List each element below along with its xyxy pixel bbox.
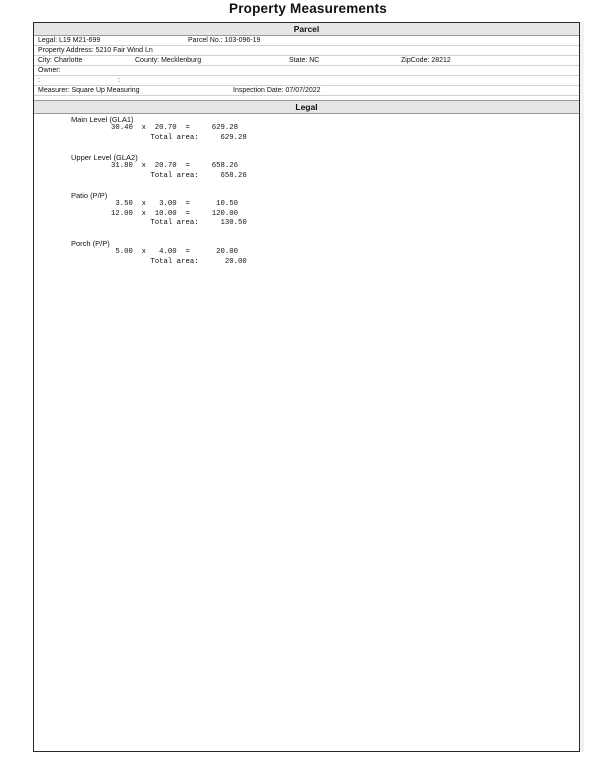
- total-area-line: Total area: 658.26: [111, 171, 247, 180]
- total-area-line: Total area: 130.50: [111, 219, 247, 227]
- measurement-line: 5.00 x 4.00 = 20.00: [111, 248, 238, 256]
- parcel-row-inspection: [34, 86, 579, 96]
- parcel-row-location: [34, 56, 579, 66]
- measurement-line: 30.40 x 20.70 = 629.28: [111, 124, 238, 132]
- area-section-patio: [71, 191, 247, 229]
- legal-field: Legal: L19 M21-699: [38, 37, 101, 44]
- section-title: Porch (P/P): [71, 239, 110, 248]
- city-field: City: Charlotte: [38, 57, 83, 64]
- page-title: Property Measurements: [228, 1, 387, 16]
- measurement-line: 31.80 x 20.70 = 658.26: [111, 162, 238, 170]
- parcel-row-address: [34, 46, 579, 56]
- owner-field: Owner:: [38, 67, 61, 74]
- measurer-field: Measurer: Square Up Measuring: [38, 87, 140, 94]
- legal-header: Legal: [34, 100, 579, 114]
- blank-field-left: :: [38, 77, 40, 84]
- parcel-row-blank: [34, 76, 579, 86]
- measurement-line: 12.00 x 10.00 = 120.00: [111, 209, 238, 218]
- measurement-line: 3.50 x 3.00 = 10.50: [111, 200, 238, 208]
- area-section-upper-level: [71, 153, 247, 181]
- measurement-sheet: [33, 22, 580, 752]
- section-title: Patio (P/P): [71, 191, 108, 200]
- inspection-date-field: Inspection Date: 07/07/2022: [233, 87, 321, 94]
- area-section-main-level: [71, 115, 247, 143]
- parcel-row-owner: [34, 66, 579, 76]
- parcel-number-field: Parcel No.: 103-096-19: [188, 37, 261, 44]
- page-edge-strip: [580, 22, 584, 752]
- section-title: Upper Level (GLA2): [71, 153, 138, 162]
- county-field: County: Mecklenburg: [135, 57, 202, 64]
- total-area-line: Total area: 20.00: [111, 257, 247, 266]
- blank-field-right: :: [118, 77, 120, 84]
- total-area-line: Total area: 629.28: [111, 133, 247, 142]
- parcel-header: Parcel: [34, 23, 579, 36]
- zipcode-field: ZipCode: 28212: [401, 57, 451, 64]
- state-field: State: NC: [289, 57, 320, 64]
- parcel-row-legal: [34, 36, 579, 46]
- property-address-field: Property Address: 5210 Fair Wind Ln: [38, 47, 153, 54]
- section-title: Main Level (GLA1): [71, 115, 134, 124]
- area-section-porch: [71, 239, 247, 267]
